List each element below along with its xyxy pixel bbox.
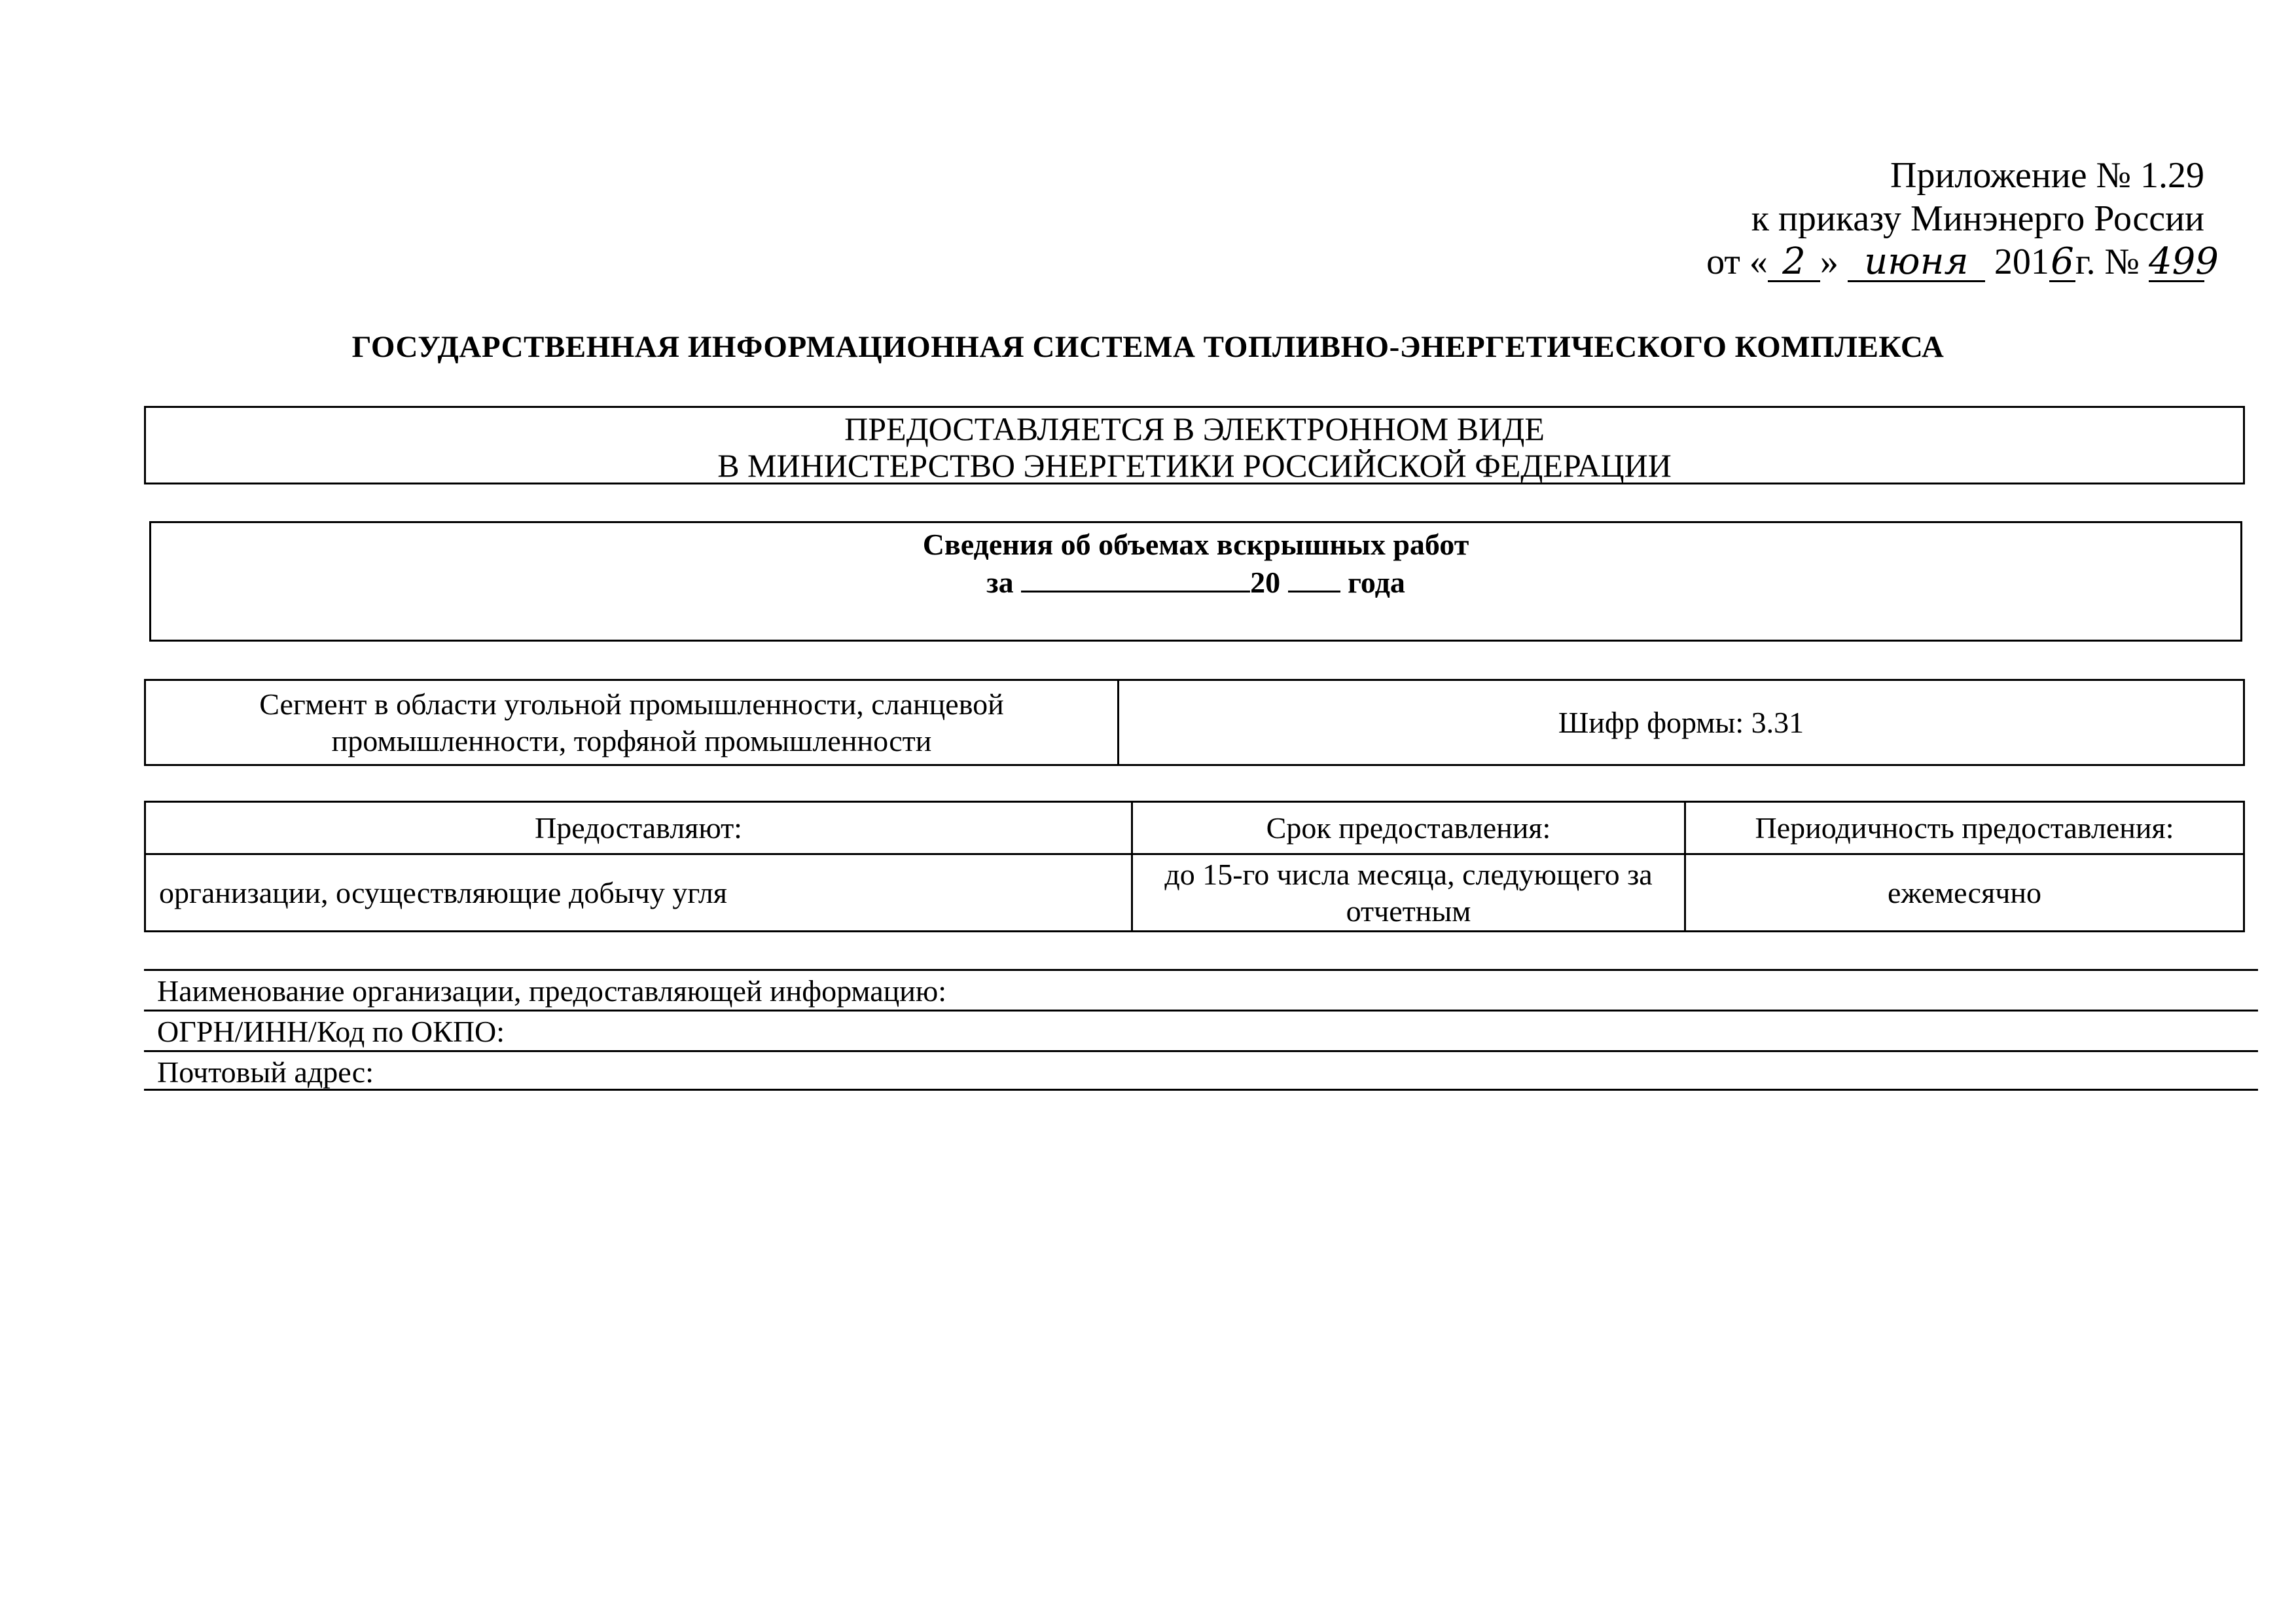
period-blank: [1021, 564, 1250, 593]
year-blank: [1288, 564, 1340, 593]
report-period: за 20 года: [986, 566, 1405, 599]
header-deadline: Срок предоставления:: [1132, 802, 1685, 854]
appendix-date-line: от « 2 » июня 2016г. № 499: [1706, 240, 2219, 283]
segment-table: [144, 679, 2245, 766]
deadline-value: до 15-го числа месяца, следующего за отчетным: [1132, 854, 1685, 932]
org-ids-field: ОГРН/ИНН/Код по ОКПО:: [144, 1010, 2258, 1050]
submission-table: [144, 801, 2245, 932]
report-title-box: [149, 521, 2242, 642]
segment-cell: Сегмент в области угольной промышленности, сланцевой промышленности, торфяной промышленности: [145, 680, 1119, 765]
electronic-submission-box: [144, 406, 2245, 484]
electronic-line-1: ПРЕДОСТАВЛЯЕТСЯ В ЭЛЕКТРОННОМ ВИДЕ: [844, 410, 1545, 447]
header-providers: Предоставляют:: [145, 802, 1132, 854]
appendix-order-ref: к приказу Минэнерго России: [1751, 198, 2204, 239]
providers-value: организации, осуществляющие добычу угля: [145, 854, 1132, 932]
organization-fields: [144, 969, 2258, 1091]
periodicity-value: ежемесячно: [1685, 854, 2244, 932]
handwritten-year-digit: 6: [2049, 244, 2075, 282]
postal-address-field: Почтовый адрес:: [144, 1050, 2258, 1091]
report-title: Сведения об объемах вскрышных работ: [922, 528, 1469, 561]
appendix-number: Приложение № 1.29: [1890, 155, 2204, 196]
gov-system-title: ГОСУДАРСТВЕННАЯ ИНФОРМАЦИОННАЯ СИСТЕМА ТОПЛИВНО-ЭНЕРГЕТИЧЕСКОГО КОМПЛЕКСА: [351, 330, 1945, 364]
electronic-line-2: В МИНИСТЕРСТВО ЭНЕРГЕТИКИ РОССИЙСКОЙ ФЕДЕРАЦИИ: [717, 447, 1672, 484]
header-periodicity: Периодичность предоставления:: [1685, 802, 2244, 854]
form-cipher-cell: Шифр формы: 3.31: [1119, 680, 2244, 765]
handwritten-month: июня: [1848, 244, 1985, 282]
org-name-field: Наименование организации, предоставляющей информацию:: [144, 969, 2258, 1010]
handwritten-day: 2: [1768, 244, 1820, 282]
appendix-header: [1706, 154, 2219, 283]
handwritten-order-number: 499: [2149, 240, 2219, 283]
